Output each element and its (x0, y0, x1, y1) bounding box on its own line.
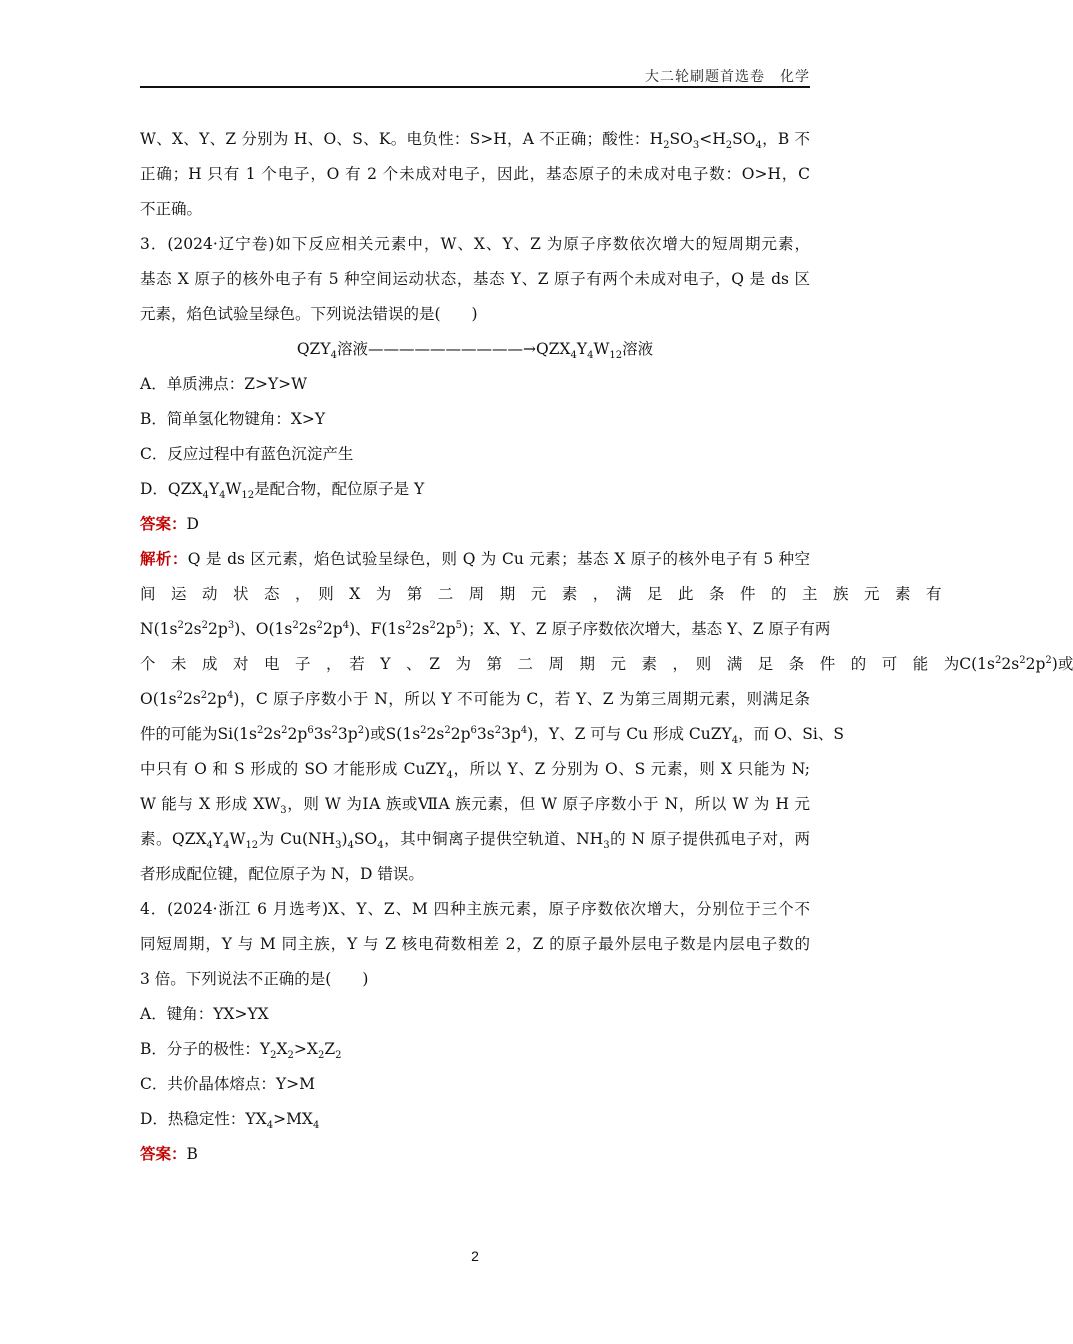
q4-answer: 答案：B (140, 1144, 198, 1163)
q3-stem-line3: 元素，焰色试验呈绿色。下列说法错误的是( ) (140, 305, 478, 323)
q3-reaction-equation: $QZY_4$溶液$——————————\to QZX_4Y_4W_{12}$溶液 (296, 340, 654, 362)
reaction-arrow: ——————————→ (367, 340, 536, 358)
header-rule (140, 86, 810, 88)
q4-stem-line3: 3 倍。下列说法不正确的是( ) (140, 970, 369, 988)
q3-option-d: D．$QZX_4Y_4W_{12}$是配合物，配位原子是 Y (140, 480, 425, 502)
q3-answer: 答案：D (140, 514, 199, 533)
q3-analysis-line7: 中只有 O 和 S 形成的 SO 才能形成 CuZY$_4$，所以 Y、Z 分别为 O、S 元素，则 X 只能为 N; (140, 760, 810, 782)
q3-analysis-line10: 者形成配位键，配位原子为 N，D 错误。 (140, 865, 424, 883)
document-body (140, 124, 1073, 1174)
para1-line2: 正确；H 只有 1 个电子，O 有 2 个未成对电子，因此，基态原子的未成对电子数：O>H，C (140, 165, 810, 183)
q3-option-a: A．单质沸点：Z>Y>W (140, 375, 308, 393)
q4-stem-line1: 4．(2024·浙江 6 月选考)X、Y、Z、M 四种主族元素，原子序数依次增大，分别位于三个不 (140, 900, 810, 918)
q3-analysis-line4: 个 未 成 对 电 子 ， 若 Y 、 Z 为 第 二 周 期 元 素 ， 则 满 足 条 件 的 可 能 为$C(1s^22s^22p^2)$或 (140, 654, 1073, 673)
q3-stem-line2: 基态 X 原子的核外电子有 5 种空间运动状态，基态 Y、Z 原子有两个未成对电子，Q 是 ds 区 (140, 270, 810, 288)
q4-option-d: D．热稳定性：$YX_4>MX_4$ (140, 1110, 320, 1132)
q4-option-c: C．共价晶体熔点：Y>M (140, 1075, 315, 1093)
para1-line3: 不正确。 (140, 200, 203, 218)
q4-stem-line2: 同短周期，Y 与 M 同主族，Y 与 Z 核电荷数相差 2，Z 的原子最外层电子数是内层电子数的 (140, 935, 810, 953)
q4-option-a: A．键角：YX>YX (140, 1005, 269, 1023)
q3-analysis-line9: 素。$QZX_4Y_4W_{12}$为 $Cu(NH_3)_4SO_4$，其中铜离子提供空轨道、$NH_3$的 N 原子提供孤电子对，两 (140, 830, 810, 852)
q3-option-c: C．反应过程中有蓝色沉淀产生 (140, 445, 354, 463)
q3-analysis-line5: $O(1s^22s^22p^4)$，C 原子序数小于 N，所以 Y 不可能为 C，若 Y、Z 为第三周期元素，则满足条 (140, 689, 810, 708)
q3-stem-line1: 3．(2024·辽宁卷)如下反应相关元素中，W、X、Y、Z 为原子序数依次增大的短周期元素， (140, 235, 810, 253)
page-number: 2 (471, 1248, 479, 1264)
q3-analysis-line2: 间 运 动 状 态 ， 则 X 为 第 二 周 期 元 素 ， 满 足 此 条 件 的 主 族 元 素 有 (140, 585, 942, 603)
q3-analysis-line3: $N(1s^22s^22p^3)$、$O(1s^22s^22p^4)$、$F(1s^22s^22p^5)$；X、Y、Z 原子序数依次增大，基态 Y、Z 原子有两 (140, 619, 831, 638)
running-header: 大二轮刷题首选卷 化学 (645, 69, 810, 85)
q3-analysis-line1: 解析：Q 是 ds 区元素，焰色试验呈绿色，则 Q 为 Cu 元素；基态 X 原子的核外电子有 5 种空 (140, 549, 810, 568)
q3-analysis-line8: W 能与 X 形成 $XW_3$，则 W 为ⅠA 族或ⅦA 族元素，但 W 原子序数小于 N，所以 W 为 H 元 (140, 795, 811, 817)
q3-option-b: B．简单氢化物键角：X>Y (140, 410, 326, 428)
q3-analysis-line6: 件的可能为$Si(1s^22s^22p^63s^23p^2)$或$S(1s^22s^22p^63s^23p^4)$，Y、Z 可与 Cu 形成 CuZY$_4$，而 O、Si、S (140, 724, 844, 747)
para1-line1: W、X、Y、Z 分别为 H、O、S、K。电负性：S>H，A 不正确；酸性：$H_2SO_3<H_2SO_4$，B 不 (140, 130, 810, 152)
q4-option-b: B．分子的极性：$Y_2X_2>X_2Z_2$ (140, 1040, 342, 1062)
